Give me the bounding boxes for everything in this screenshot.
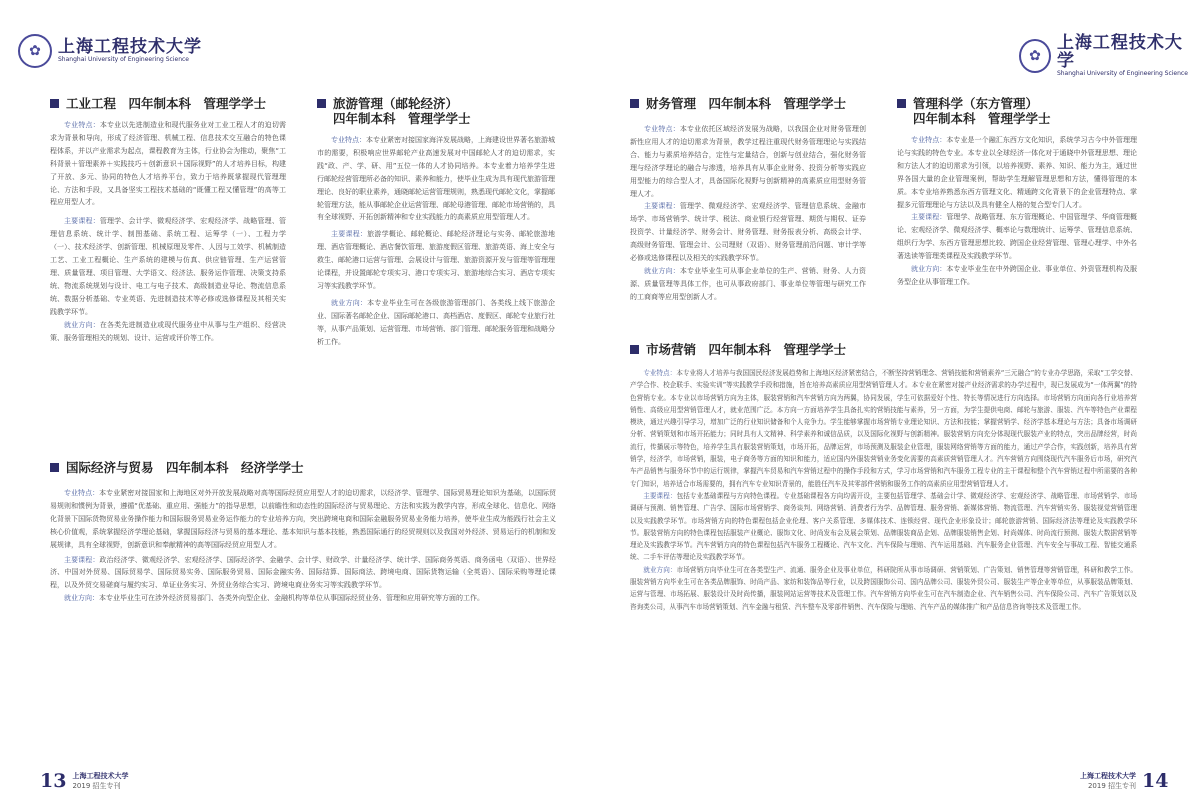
section-heading	[50, 96, 286, 111]
footer-left	[40, 770, 128, 792]
employment-paragraph: 就业方向：本专业毕业生可在各级旅游管理部门、各类线上线下旅游企业、国际著名邮轮企业、国际邮轮港口、高档酒店、度假区、邮轮专业旅行社等，从事产品策划、运营管理、市场营销、部门管理、邮轮服务管理和战略分析工作。	[317, 298, 556, 346]
school-seal-icon: ✿	[18, 34, 52, 68]
section-body	[50, 487, 556, 605]
section-heading	[630, 96, 866, 111]
section-heading	[317, 96, 555, 126]
section-subtitle: 四年制本科 管理学学士	[333, 111, 471, 126]
section-marketing	[630, 342, 1137, 613]
employment-paragraph: 就业方向：本专业毕业生可在涉外经济贸易部门、各类外向型企业、金融机构等单位从事国际经贸业务、管理和应用研究等方面的工作。	[64, 594, 484, 603]
page-number: 13	[40, 770, 67, 792]
section-title: 财务管理 四年制本科 管理学学士	[646, 96, 847, 111]
employment-paragraph: 就业方向：在各类先进制造业或现代服务业中从事与生产组织、经营决策、服务管理相关的规划、设计、运营或评价等工作。	[50, 320, 287, 342]
features-paragraph: 专业特点：本专业紧密对接国家和上海地区对外开放发展战略对高等国际经贸应用型人才的迫切需求，以经济学、管理学、国际贸易理论知识为基础，以国际贸易规则和惯例为背景，遵循“优基础、重应用、强能力”的指导思想，以前瞻性和动态性的国际经济与贸易理论、方法和实践为教学内容，形成全球化、信息化、网络化背景下国际货物贸易业务操作能力和国际服务贸易业务运作能力的专业培养方向，突出跨境电商和国际金融服务贸易业务能力培养，使毕业生成为能践行社会主义核心价值观，系统掌握经济学理论基础，掌握国际经济与贸易的基本理论、基本知识与基本技能，熟悉国际通行的经贸规则以及我国对外经济、贸易运行的机制和发展规律，具有全球视野，创新意识和奉献精神的高等国际经贸应用型人才。	[50, 489, 557, 549]
section-subtitle: 四年制本科 管理学学士	[913, 111, 1051, 126]
courses-paragraph: 主要课程：旅游学概论、邮轮概论、邮轮经济理论与实务、邮轮旅游地理、酒店管理概论、酒店餐饮管理、旅游度假区管理、旅游英语、海上安全与救生、邮轮港口运营与管理、会展设计与管理、旅游资源开发与管理等管理理论课程，并设置邮轮专项实习、港口专项实习、旅游地综合实习、酒店专项实习等实践教学环节。	[317, 230, 556, 290]
features-paragraph: 专业特点：本专业是一个融汇东西方文化知识，系统学习古今中外管理理论与实践的特色专业。本专业以全球经济一体化对于通晓中外管理思想、理论和方法人才的迫切需求为引领，以培养视野、素养、知识、能力为主，通过世界各国大量的企业管理案例，帮助学生理解管理思想和方法，懂得管理的本质。本专业培养熟悉东西方管理文化、精通跨文化背景下的企业管理特点、掌握多元管理理论与方法以及具有健全人格的复合型专门人才。	[897, 136, 1138, 209]
footer-year-label: 2019 招生专刊	[1087, 782, 1136, 790]
footer-school-name: 上海工程技术大学	[1080, 771, 1136, 780]
square-bullet-icon	[897, 99, 906, 108]
logo-en: Shanghai University of Engineering Science	[58, 56, 189, 63]
square-bullet-icon	[630, 99, 639, 108]
section-management-science	[897, 96, 1137, 289]
footer-school-name: 上海工程技术大学	[72, 771, 129, 780]
square-bullet-icon	[50, 463, 59, 472]
page-number: 14	[1142, 770, 1169, 792]
logo-cn: 上海工程技术大学	[1056, 33, 1183, 71]
section-financial-management	[630, 96, 866, 304]
section-heading	[50, 460, 556, 475]
square-bullet-icon	[630, 345, 639, 354]
square-bullet-icon	[317, 99, 326, 108]
courses-paragraph: 主要课程：管理学、战略管理、东方管理概论、中国管理学、华商管理概论、宏观经济学、微观经济学、概率论与数理统计、运筹学、管理信息系统、组织行为学、东西方管理思想比较、跨国企业经营管理、管理心理学、中外名著选读等管理类课程及实践教学环节。	[897, 213, 1138, 261]
section-body	[317, 134, 555, 349]
courses-paragraph: 主要课程：管理学、会计学、微观经济学、宏观经济学、战略管理、管理信息系统、统计学、制图基础、系统工程、运筹学（一）、工程力学（一）、技术经济学、创新管理、机械原理及零件、人因与工效学、机械制造工艺、工业工程概论、生产系统的建模与仿真、供应链管理、生产运营管理、质量管理、项目管理、大学语文、经济法、服务运作管理、决策支持系统、物流系统规划与设计、电工与电子技术、高级制造业导论、物流信息系统、数据分析基础、专业英语、先进制造技术等必修或选修课程及其相关实践教学环节。	[50, 217, 287, 316]
section-title: 旅游管理（邮轮经济）	[333, 96, 459, 111]
section-title: 市场营销 四年制本科 管理学学士	[646, 342, 847, 357]
features-paragraph: 专业特点：本专业紧密对接国家海洋发展战略，上海建设世界著名旅游城市的需要，积极响应世界邮轮产业高速发展对中国邮轮人才的迫切需求，实践“政、产、学、研、用”五位一体的人才协同培养。本专业着力培养学生进行邮轮经营管理所必备的知识、素养和能力，使毕业生成为具有现代旅游管理理论、良好的职业素养，通晓邮轮运营管理规则，熟悉现代邮轮文化，掌握邮轮管理方法，能从事邮轮企业运营管理、邮轮母港管理、邮轮市场营销的，具有全球视野、开拓创新精神和专业实践能力的高素质应用型管理人才。	[317, 136, 555, 222]
section-industrial-engineering	[50, 96, 286, 344]
school-logo-right	[1019, 34, 1191, 78]
section-title: 国际经济与贸易 四年制本科 经济学学士	[66, 460, 304, 475]
section-title: 管理科学（东方管理）	[913, 96, 1039, 111]
employment-paragraph: 就业方向：市场营销方向毕业生可在各类型生产、流通、服务企业及事业单位，科研院所从事市场调研、营销策划、广告策划、销售管理等营销管理，科研和教学工作。服装营销方向毕业生可在各类品牌服饰、时尚产品、家纺和装饰品等行业，以及跨国服饰公司、国内品牌公司、服装外贸公司、服装生产等企业等单位，从事服装品牌策划、运营与管理、市场拓展、服装设计及时尚传播，服装网站运营等技术及管理工作。汽车营销方向毕业生可在汽车制造企业、汽车销售公司、汽车保险公司、汽车广告策划以及咨询类公司，从事汽车市场营销策划、汽车金融与租赁、汽车整车及零部件销售、汽车保险与理赔、汽车产品的媒体推广和产品信息咨询等技术及管理工作。	[630, 565, 1138, 611]
section-body	[630, 123, 866, 304]
section-tourism-management	[317, 96, 555, 349]
section-heading	[897, 96, 1137, 126]
features-paragraph: 专业特点：本专业将人才培养与我国国民经济发展趋势和上海地区经济紧密结合，不断坚持营销理念、营销技能和营销素养“三元融合”的专业办学思路，采取“工学交替、产学合作、校企联手、实验实训”等实践教学手段和措施，旨在培养高素质应用型营销管理人才。本专业在紧密对接产业经济需求的办学过程中，现已发展成为“一体两翼”的特色营销专业。本专业以市场营销方向为主体，服装营销和汽车营销方向为两翼，协同发展，学生可依据爱好个性、特长等情况进行方向选择。市场营销方向面向各行业培养营销性、高级应用型营销管理人才，就业范围广泛。本方向一方面培养学生具备扎实的营销技能与素养，另一方面，为学生提供电商、邮轮与旅游、服装、汽车等特色产业课程模块，通过兴趣引导学习，增加广泛的行业知识储备和个人竞争力。学生能够掌握市场营销专业理论知识、方法和技能；掌握营销学、经济学基本理论与方法；具备市场调研分析、营销策划和市场开拓能力；同时具有人文精神、科学素养和诚信品质，以及国际化视野与创新精神。服装营销方向充分体现现代服装产业的特点，突出品牌经营，时尚流行，传播展示等特色，培养学生具有服装营销策划，市场开拓，品牌运营，市场预测及服装企业管理，服装网络营销等方面的能力，通过产学合作，实践创新，培养具有营销学，经济学，市场营销，服装，电子商务等方面的知识和能力，适应国内外服装营销业务变化需要的高素质营销管理人才。汽车营销方向围绕现代汽车服务后市场，研究汽车产品销售与服务环节中的运行规律，掌握汽车贸易和汽车营销过程中的操作手段和方式，学习市场营销和汽车服务工程专业的主干课程和整个汽车营销过程中所需要的各种专门知识，培养适合市场需要的，拥有汽车专业知识背景的，能胜任汽车及其零部件营销和服务工作的高素质应用型营销管理人才。	[630, 369, 1138, 488]
section-heading	[630, 342, 1137, 357]
section-title: 工业工程 四年制本科 管理学学士	[66, 96, 267, 111]
footer-year-label: 2019 招生专刊	[72, 782, 121, 790]
logo-cn: 上海工程技术大学	[58, 37, 202, 57]
section-body	[630, 367, 1137, 613]
section-body	[50, 119, 286, 344]
courses-paragraph: 主要课程：包括专业基础课程与方向特色课程。专业基础课程各方向均需开设，主要包括管理学、基础会计学、微观经济学、宏观经济学、战略管理、市场营销学、市场调研与预测、销售管理、广告学、国际市场营销学、商务谈判、网络营销、消费者行为学、品牌管理、服务营销、新媒体营销、物流管理、汽车营销实务、服装视觉营销管理以及实践教学环节。市场营销方向的特色课程包括企业伦理、客户关系管理、多媒体技术、连锁经营、现代企业形象设计；邮轮旅游营销、国际经济法等理论及实践教学环节。服装营销方向的特色课程包括服装产业概论、服饰文化、时尚发布会及展会策划、品牌服装商品企划、品牌服装销售企划、时尚媒体、时尚流行预测、服装大数据营销等理论及实践教学环节。汽车营销方向的特色课程包括汽车服务工程概论、汽车文化、汽车保险与理赔、汽车运用基础、汽车服务企业管理、汽车安全与事故工程、智能交通系统、二手车评估等理论及实践教学环节。	[630, 491, 1138, 562]
features-paragraph: 专业特点：本专业以先进制造业和现代服务业对工业工程人才的迫切需求为背景和导向，形成了经济管理、机械工程、信息技术交互融合的特色课程体系，并以产业需求为起点，课程教育为主体，行业协会为推动，聚焦“工科背景＋管理素养＋实践技巧＋创新意识＋国际视野”的人才培养目标，构建了开放、多元、协同的特色人才培养平台，致力于培养既掌握现代管理理论、方法和手段，又具备坚实工程技术基础的“既懂工程又懂管理”的高等工程应用型人才。	[50, 121, 287, 207]
square-bullet-icon	[50, 99, 59, 108]
courses-paragraph: 主要课程：管理学、微观经济学、宏观经济学、管理信息系统、金融市场学、市场营销学、统计学、税法、商业银行经营管理、期货与期权、证券投资学、计量经济学、财务会计、财务管理、财务报表分析、高级会计学、高级财务管理、管理会计、公司理财（双语）、财务管理前沿问题、审计学等必修或选修课程以及相关的实践教学环节。	[630, 202, 867, 263]
logo-en: Shanghai University of Engineering Science	[1056, 70, 1188, 77]
section-body	[897, 134, 1137, 289]
school-seal-icon: ✿	[1019, 39, 1051, 73]
school-logo-left	[18, 34, 202, 68]
employment-paragraph: 就业方向：本专业毕业生可从事企业单位的生产、营销、财务、人力资源、质量管理等具体工作，也可从事政府部门、事业单位等管理与研究工作的工商商等应用型创新人才。	[630, 266, 867, 301]
section-international-trade	[50, 460, 556, 605]
footer-right	[1080, 770, 1168, 792]
features-paragraph: 专业特点：本专业依托区域经济发展为战略，以我国企业对财务管理创新性应用人才的迫切需求为背景，教学过程注重现代财务管理理论与实践结合、能力与素质培养结合，定性与定量结合，创新与创业结合，强化财务管理与经济学理论的融合与渗透，培养具有从事企业财务、投资分析等实践应用型能力的综合型人才，具备国际化视野与创新精神的高素质应用型财务管理人才。	[630, 125, 867, 198]
courses-paragraph: 主要课程：政治经济学、微观经济学、宏观经济学、国际经济学、金融学、会计学、财政学、计量经济学、统计学、国际商务英语、商务函电（双语）、世界经济、中国对外贸易、国际贸易学、国际贸易实务、国际服务贸易、国际金融实务、国际结算、国际商法、跨境电商、国际货物运输（全英语）、国际采购等理论课程，以及外贸交易磋商与履约实习、单证业务实习、外贸业务综合实习、跨境电商业务实习等实践教学环节。	[50, 555, 557, 590]
employment-paragraph: 就业方向：本专业毕业生在中外跨国企业、事业单位、外资管理机构及服务型企业从事管理工作。	[897, 265, 1138, 286]
